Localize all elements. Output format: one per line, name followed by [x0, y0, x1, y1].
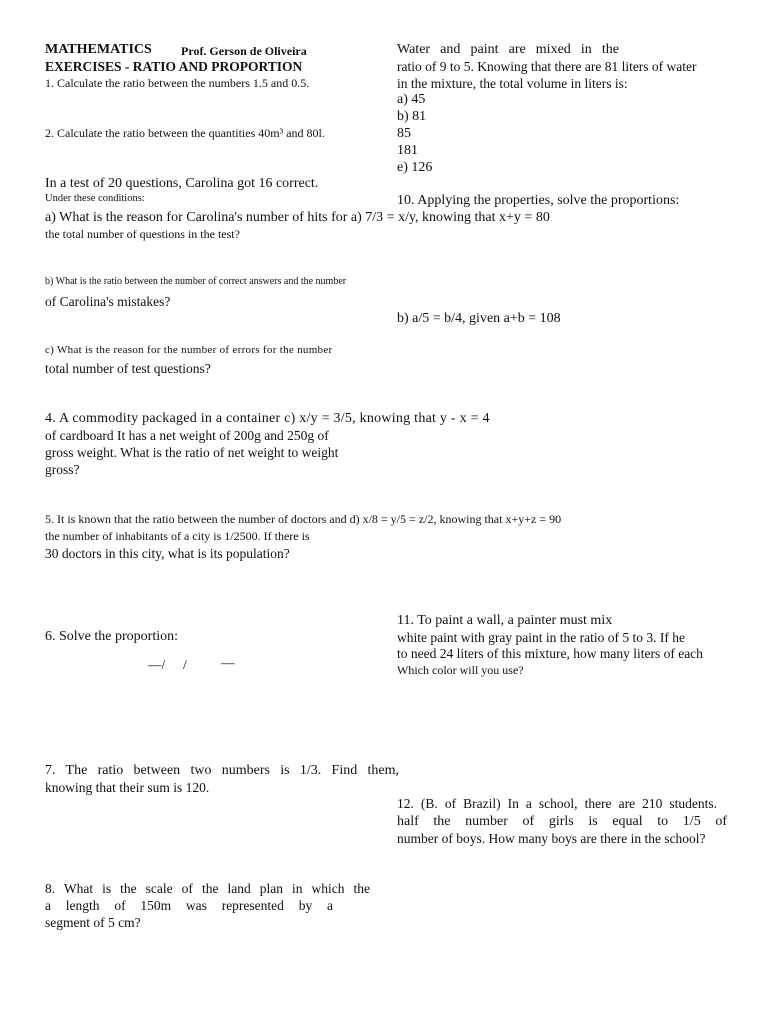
question-8-line-1: 8. What is the scale of the land plan in which the	[45, 881, 370, 896]
question-10: 10. Applying the properties, solve the proportions:	[397, 193, 680, 208]
option-e: e) 126	[397, 160, 433, 175]
option-b: b) 81	[397, 109, 427, 124]
question-3c-line-2: total number of test questions?	[45, 361, 211, 376]
question-3b-line-2: of Carolina's mistakes?	[45, 294, 171, 309]
question-9-line-3: in the mixture, the total volume in liters is:	[397, 76, 628, 91]
worksheet-title: EXERCISES - RATIO AND PROPORTION	[45, 59, 303, 74]
question-8-line-3: segment of 5 cm?	[45, 915, 141, 930]
question-12-line-1: 12. (B. of Brazil) In a school, there are 210 students.	[397, 796, 717, 811]
question-3-conditions: Under these conditions:	[45, 193, 145, 204]
question-11-line-3: to need 24 liters of this mixture, how many liters of each	[397, 646, 703, 661]
proportion-symbol-3: —	[221, 655, 235, 670]
question-4-line-2: of cardboard It has a net weight of 200g and 250g of	[45, 428, 329, 443]
question-5-line-1: 5. It is known that the ratio between the number of doctors and d) x/8 = y/5 = z/2, knowing that x+y+z = 90	[45, 512, 562, 526]
question-5-line-3: 30 doctors in this city, what is its population?	[45, 546, 290, 561]
question-7-line-1: 7. The ratio between two numbers is 1/3. Find them,	[45, 763, 399, 778]
question-12-line-3: number of boys. How many boys are there in the school?	[397, 831, 706, 846]
option-a: a) 45	[397, 92, 426, 107]
question-4-line-1: 4. A commodity packaged in a container c) x/y = 3/5, knowing that y - x = 4	[45, 411, 490, 426]
subject-title: MATHEMATICS	[45, 42, 152, 57]
question-3a-line-2: the total number of questions in the test?	[45, 227, 240, 241]
question-7-line-2: knowing that their sum is 120.	[45, 780, 210, 795]
question-11-line-2: white paint with gray paint in the ratio of 5 to 3. If he	[397, 630, 685, 645]
question-10b: b) a/5 = b/4, given a+b = 108	[397, 311, 561, 326]
question-3a-line-1: a) What is the reason for Carolina's number of hits for a) 7/3 = x/y, knowing that x+y = 80	[45, 210, 550, 225]
question-2: 2. Calculate the ratio between the quantities 40m³ and 80l.	[45, 126, 325, 140]
question-3c-line-1: c) What is the reason for the number of errors for the number	[45, 344, 333, 356]
question-4-line-4: gross?	[45, 462, 80, 477]
question-8-line-2: a length of 150m was represented by a	[45, 898, 333, 913]
question-3b-line-1: b) What is the ratio between the number of correct answers and the number	[45, 276, 347, 287]
question-5-line-2: the number of inhabitants of a city is 1/2500. If there is	[45, 529, 310, 543]
proportion-symbol-2: /	[183, 657, 187, 672]
question-11-line-4: Which color will you use?	[397, 663, 524, 677]
question-3-intro: In a test of 20 questions, Carolina got 16 correct.	[45, 176, 319, 191]
option-d: 181	[397, 143, 418, 158]
proportion-symbol-1: —/	[148, 657, 166, 672]
option-c: 85	[397, 126, 411, 141]
question-4-line-3: gross weight. What is the ratio of net weight to weight	[45, 445, 339, 460]
question-1: 1. Calculate the ratio between the numbers 1.5 and 0.5.	[45, 76, 310, 90]
question-12-line-2: half the number of girls is equal to 1/5 of	[397, 814, 727, 829]
question-9-line-1: Water and paint are mixed in the	[397, 42, 619, 57]
question-11-line-1: 11. To paint a wall, a painter must mix	[397, 613, 613, 628]
question-6: 6. Solve the proportion:	[45, 629, 178, 644]
professor-name: Prof. Gerson de Oliveira	[181, 44, 307, 58]
question-9-line-2: ratio of 9 to 5. Knowing that there are 81 liters of water	[397, 59, 697, 74]
